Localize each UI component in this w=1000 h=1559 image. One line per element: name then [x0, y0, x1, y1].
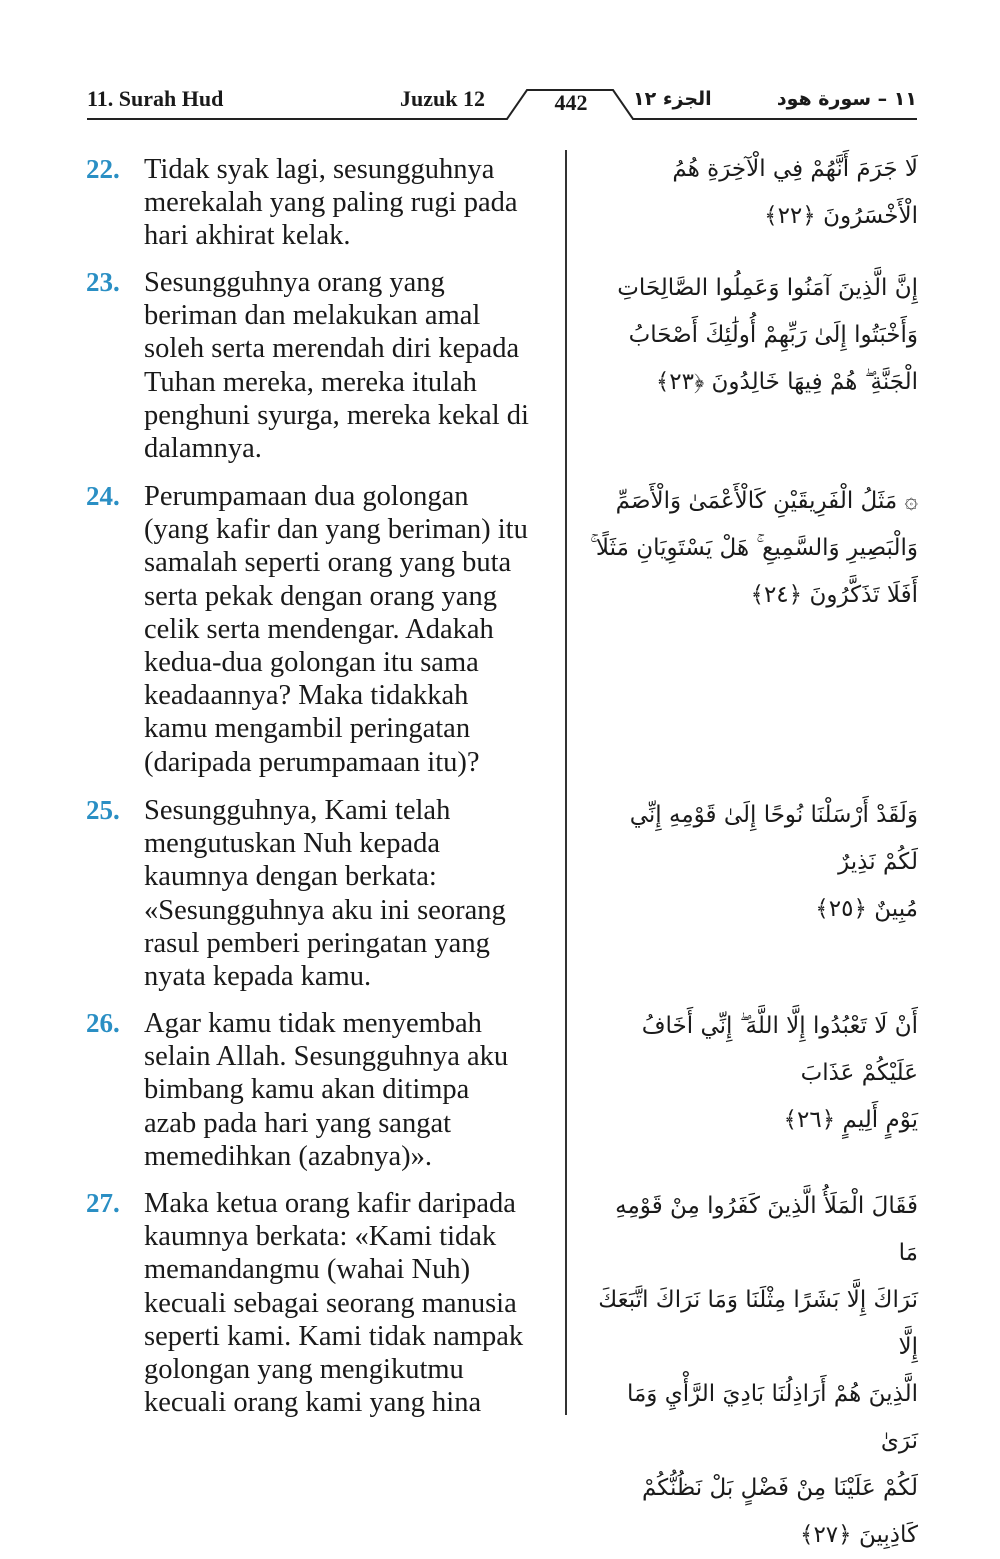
verse-translation: Sesungguhnya orang yang beriman dan melakukan amal soleh serta merendah diri kepada Tuhan mereka, mereka itulah penghuni syurga, mereka kekal di dalamnya.: [144, 267, 529, 465]
verse-translation: Agar kamu tidak menyembah selain Allah. Sesungguhnya aku bimbang kamu akan ditimpa azab pada hari yang sangat memedihkan (azabnya)».: [144, 1008, 509, 1172]
verse-24-arabic: ۞ مَثَلُ الْفَرِيقَيْنِ كَالْأَعْمَىٰ وَالْأَصَمِّ وَالْبَصِيرِ وَالسَّمِيعِ ۚ هَلْ يَسْتَوِيَانِ مَثَلًا ۚ أَفَلَا تَذَكَّرُونَ ﴿٢٤﴾: [590, 488, 918, 608]
header-surah-arabic: ١١ – سورة هود: [776, 88, 917, 110]
verse-23-arabic: إِنَّ الَّذِينَ آمَنُوا وَعَمِلُوا الصَّالِحَاتِ وَأَخْبَتُوا إِلَىٰ رَبِّهِمْ أُولَٰئِكَ أَصْحَابُ الْجَنَّةِ ۖ هُمْ فِيهَا خَالِدُونَ ﴿٢٣﴾: [617, 275, 918, 395]
page-header: [87, 82, 917, 122]
verse-number: 22.: [86, 154, 120, 184]
verse-number: 24.: [86, 481, 120, 511]
verse-25-arabic: وَلَقَدْ أَرْسَلْنَا نُوحًا إِلَىٰ قَوْمِهِ إِنِّي لَكُمْ نَذِيرٌ مُبِينٌ ﴿٢٥﴾: [629, 802, 918, 922]
verse-number: 25.: [86, 795, 120, 825]
verse-22-arabic: لَا جَرَمَ أَنَّهُمْ فِي الْآخِرَةِ هُمُ الْأَخْسَرُونَ ﴿٢٢﴾: [672, 156, 918, 229]
page-number: 442: [554, 90, 588, 115]
verse-translation: Tidak syak lagi, sesungguhnya merekalah yang paling rugi pada hari akhirat kelak.: [144, 154, 518, 252]
header-juz: Juzuk 12: [400, 86, 485, 111]
header-surah-name: 11. Surah Hud: [87, 86, 224, 111]
verse-26-arabic: أَنْ لَا تَعْبُدُوا إِلَّا اللَّهَ ۖ إِنِّي أَخَافُ عَلَيْكُمْ عَذَابَ يَوْمٍ أَلِيمٍ ﴿٢٦﴾: [641, 1013, 918, 1133]
column-divider: [565, 150, 567, 1415]
verse-number: 27.: [86, 1188, 120, 1218]
header-juz-arabic: الجزء ١٢: [633, 88, 712, 110]
verse-number: 23.: [86, 267, 120, 297]
verse-number: 26.: [86, 1008, 120, 1038]
verse-27-arabic: فَقَالَ الْمَلَأُ الَّذِينَ كَفَرُوا مِنْ قَوْمِهِ مَا نَرَاكَ إِلَّا بَشَرًا مِثْلَنَا وَمَا نَرَاكَ اتَّبَعَكَ إِلَّا الَّذِينَ هُمْ أَرَاذِلُنَا بَادِيَ الرَّأْيِ وَمَا نَرَىٰ لَكُمْ عَلَيْنَا مِنْ فَضْلٍ بَلْ نَظُنُّكُمْ كَاذِبِينَ ﴿٢٧﴾: [598, 1193, 918, 1548]
verse-translation: Perumpamaan dua golongan (yang kafir dan yang beriman) itu samalah seperti orang yang buta serta pekak dengan orang yang celik serta mendengar. Adakah kedua-dua golongan itu sama keadaannya? Maka tidakkah kamu mengambil peringatan (daripada perumpamaan itu)?: [144, 481, 528, 778]
verse-translation: Maka ketua orang kafir daripada kaumnya berkata: «Kami tidak memandangmu (wahai Nuh) kecuali sebagai seorang manusia seperti kami. Kami tidak nampak golongan yang mengikutmu kecuali orang kami yang hina: [144, 1188, 524, 1419]
verse-translation: Sesungguhnya, Kami telah mengutuskan Nuh kepada kaumnya dengan berkata: «Sesungguhnya aku ini seorang rasul pemberi peringatan yang nyata kepada kamu.: [144, 795, 506, 993]
